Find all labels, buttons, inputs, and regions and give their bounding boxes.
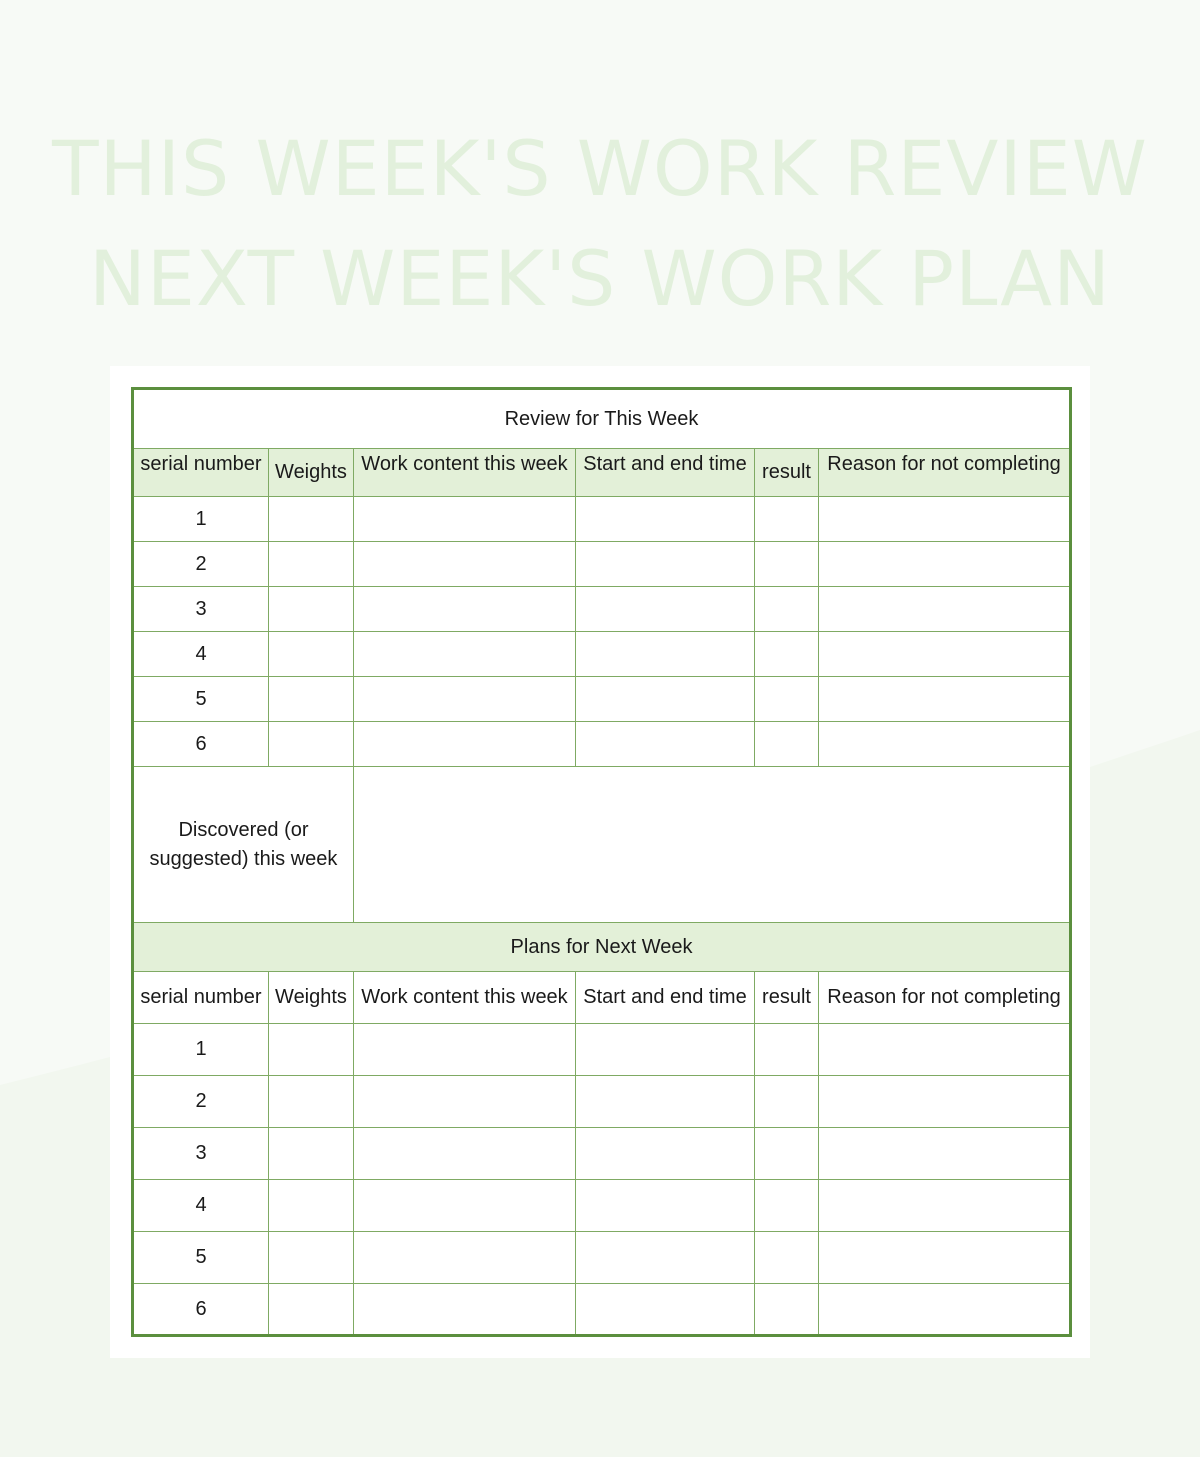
plans-cell-result[interactable] [755, 1076, 819, 1128]
plans-cell-weights[interactable] [269, 1128, 354, 1180]
review-cell-work-content[interactable] [354, 542, 576, 587]
review-cell-start-end-time[interactable] [576, 587, 755, 632]
plans-row [133, 1024, 1071, 1076]
review-col-weights: Weights [269, 449, 354, 497]
review-cell-reason[interactable] [819, 542, 1071, 587]
review-cell-work-content[interactable] [354, 632, 576, 677]
plans-cell-work-content[interactable] [354, 1076, 576, 1128]
plans-row-serial: 4 [133, 1180, 269, 1232]
plans-cell-result[interactable] [755, 1128, 819, 1180]
review-row [133, 497, 1071, 542]
review-row-serial: 3 [133, 587, 269, 632]
review-section-title: Review for This Week [133, 389, 1071, 449]
plans-cell-work-content[interactable] [354, 1024, 576, 1076]
plans-row-serial: 3 [133, 1128, 269, 1180]
review-row-serial: 2 [133, 542, 269, 587]
plans-cell-start-end-time[interactable] [576, 1232, 755, 1284]
review-cell-result[interactable] [755, 722, 819, 767]
plans-cell-work-content[interactable] [354, 1284, 576, 1336]
review-row [133, 632, 1071, 677]
page-title-line-1: THIS WEEK'S WORK REVIEW [52, 124, 1148, 213]
plans-cell-start-end-time[interactable] [576, 1180, 755, 1232]
page-title-line-2: NEXT WEEK'S WORK PLAN [88, 234, 1112, 323]
review-row [133, 542, 1071, 587]
plans-row-serial: 1 [133, 1024, 269, 1076]
plans-cell-start-end-time[interactable] [576, 1024, 755, 1076]
discovered-label: Discovered (or suggested) this week [133, 767, 354, 923]
plans-cell-reason[interactable] [819, 1128, 1071, 1180]
plans-row [133, 1284, 1071, 1336]
review-cell-reason[interactable] [819, 722, 1071, 767]
plans-row [133, 1232, 1071, 1284]
review-cell-result[interactable] [755, 632, 819, 677]
plans-cell-weights[interactable] [269, 1180, 354, 1232]
review-cell-reason[interactable] [819, 497, 1071, 542]
plans-col-start-end-time: Start and end time [576, 972, 755, 1024]
review-row [133, 677, 1071, 722]
work-review-table [131, 387, 1072, 1337]
plans-cell-work-content[interactable] [354, 1180, 576, 1232]
review-cell-weights[interactable] [269, 722, 354, 767]
review-col-reason: Reason for not completing [819, 449, 1071, 497]
plans-cell-weights[interactable] [269, 1024, 354, 1076]
plans-row-serial: 5 [133, 1232, 269, 1284]
review-cell-start-end-time[interactable] [576, 497, 755, 542]
plans-row-serial: 6 [133, 1284, 269, 1336]
review-col-work-content: Work content this week [354, 449, 576, 497]
review-row-serial: 1 [133, 497, 269, 542]
review-col-serial-number: serial number [133, 449, 269, 497]
plans-col-weights: Weights [269, 972, 354, 1024]
review-cell-result[interactable] [755, 677, 819, 722]
review-col-start-end-time: Start and end time [576, 449, 755, 497]
plans-cell-result[interactable] [755, 1180, 819, 1232]
plans-cell-result[interactable] [755, 1024, 819, 1076]
review-cell-result[interactable] [755, 542, 819, 587]
plans-cell-weights[interactable] [269, 1076, 354, 1128]
plans-cell-result[interactable] [755, 1232, 819, 1284]
plans-cell-start-end-time[interactable] [576, 1284, 755, 1336]
review-cell-start-end-time[interactable] [576, 632, 755, 677]
review-cell-work-content[interactable] [354, 722, 576, 767]
review-cell-start-end-time[interactable] [576, 722, 755, 767]
plans-cell-reason[interactable] [819, 1076, 1071, 1128]
plans-section-title: Plans for Next Week [133, 923, 1071, 972]
review-cell-weights[interactable] [269, 632, 354, 677]
review-cell-weights[interactable] [269, 542, 354, 587]
plans-cell-weights[interactable] [269, 1284, 354, 1336]
review-cell-weights[interactable] [269, 497, 354, 542]
plans-cell-reason[interactable] [819, 1232, 1071, 1284]
plans-cell-start-end-time[interactable] [576, 1076, 755, 1128]
review-cell-reason[interactable] [819, 677, 1071, 722]
plans-col-work-content: Work content this week [354, 972, 576, 1024]
plans-col-serial-number: serial number [133, 972, 269, 1024]
plans-col-result: result [755, 972, 819, 1024]
review-cell-reason[interactable] [819, 587, 1071, 632]
plans-cell-result[interactable] [755, 1284, 819, 1336]
review-cell-work-content[interactable] [354, 497, 576, 542]
plans-cell-reason[interactable] [819, 1284, 1071, 1336]
plans-cell-reason[interactable] [819, 1180, 1071, 1232]
review-cell-start-end-time[interactable] [576, 542, 755, 587]
review-row-serial: 6 [133, 722, 269, 767]
plans-col-reason: Reason for not completing [819, 972, 1071, 1024]
plans-row-serial: 2 [133, 1076, 269, 1128]
plans-cell-weights[interactable] [269, 1232, 354, 1284]
plans-cell-start-end-time[interactable] [576, 1128, 755, 1180]
review-row [133, 587, 1071, 632]
review-row-serial: 5 [133, 677, 269, 722]
discovered-notes-cell[interactable] [354, 767, 1071, 923]
review-cell-reason[interactable] [819, 632, 1071, 677]
plans-cell-reason[interactable] [819, 1024, 1071, 1076]
plans-cell-work-content[interactable] [354, 1232, 576, 1284]
review-cell-work-content[interactable] [354, 677, 576, 722]
plans-cell-work-content[interactable] [354, 1128, 576, 1180]
review-row-serial: 4 [133, 632, 269, 677]
review-cell-start-end-time[interactable] [576, 677, 755, 722]
plans-row [133, 1180, 1071, 1232]
review-cell-result[interactable] [755, 497, 819, 542]
review-cell-weights[interactable] [269, 587, 354, 632]
plans-row [133, 1128, 1071, 1180]
review-col-result: result [755, 449, 819, 497]
review-row [133, 722, 1071, 767]
review-cell-result[interactable] [755, 587, 819, 632]
plans-row [133, 1076, 1071, 1128]
review-cell-work-content[interactable] [354, 587, 576, 632]
review-cell-weights[interactable] [269, 677, 354, 722]
